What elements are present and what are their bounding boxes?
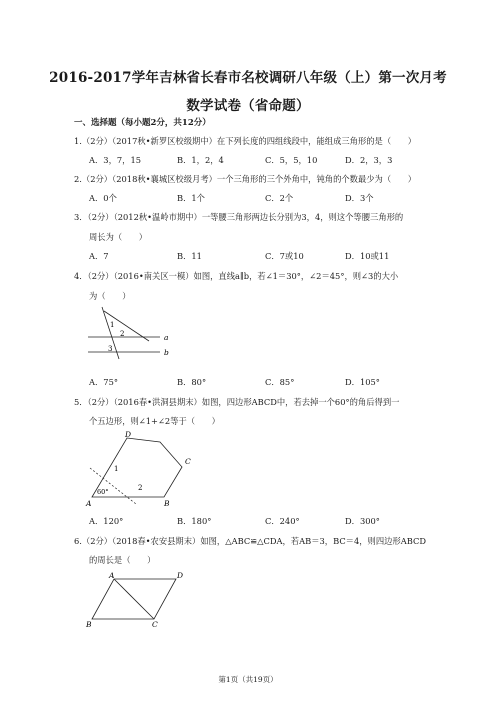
question-6-text-cont: 的周长是（ ） bbox=[89, 555, 156, 565]
question-4-figure bbox=[86, 303, 186, 365]
question-2-text: 2.（2分）（2018秋•襄城区校级月考）一个三角形的三个外角中，钝角的个数最少为（ ） bbox=[74, 174, 417, 184]
angle-2-label: 2 bbox=[120, 330, 125, 338]
question-5-option-a: A．120° bbox=[89, 516, 124, 526]
question-5-option-d: D．300° bbox=[345, 516, 380, 526]
page-footer: 第1页（共19页） bbox=[218, 675, 278, 684]
question-5-figure bbox=[84, 430, 196, 508]
question-3-option-b: B．11 bbox=[177, 251, 202, 261]
question-2-option-c: C．2个 bbox=[265, 193, 294, 203]
vertex-c-label: C bbox=[185, 457, 191, 466]
angle-60-label: 60° bbox=[97, 488, 109, 496]
vertex-a-label: A bbox=[86, 499, 92, 508]
vertex-b-label: B bbox=[86, 620, 92, 628]
question-1-option-d: D．2，3，3 bbox=[345, 155, 393, 165]
question-2-option-b: B．1个 bbox=[177, 193, 205, 203]
question-6-text: 6.（2分）（2018春•农安县期末）如图，△ABC≌△CDA，若AB＝3，BC＝4，则四边形ABCD bbox=[74, 536, 426, 546]
question-4-option-d: D．105° bbox=[345, 377, 380, 387]
question-3-option-d: D．10或11 bbox=[345, 251, 390, 261]
question-1-option-c: C．5，5，10 bbox=[265, 155, 318, 165]
question-4-option-a: A．75° bbox=[89, 377, 118, 387]
question-2-option-d: D．3个 bbox=[345, 193, 374, 203]
question-6-figure bbox=[84, 570, 194, 628]
document-title-line1: 2016-2017学年吉林省长春市名校调研八年级（上）第一次月考 bbox=[49, 70, 447, 86]
question-1-option-a: A．3，7，15 bbox=[89, 155, 141, 165]
angle-1-label: 1 bbox=[114, 465, 119, 473]
cut-line bbox=[90, 468, 136, 504]
section-heading: 一、选择题（每小题2分，共12分） bbox=[74, 118, 211, 128]
question-5-option-b: B．180° bbox=[177, 516, 212, 526]
question-3-option-a: A．7 bbox=[89, 251, 109, 261]
angle-1-label: 1 bbox=[110, 321, 115, 329]
question-5-option-c: C．240° bbox=[265, 516, 300, 526]
line-a-label: a bbox=[164, 333, 169, 342]
question-3-text-cont: 周长为（ ） bbox=[89, 232, 148, 242]
diagonal-ac bbox=[114, 579, 154, 619]
question-2-option-a: A．0个 bbox=[89, 193, 117, 203]
vertex-d-label: D bbox=[177, 571, 184, 580]
document-title-line2: 数学试卷（省命题） bbox=[186, 98, 310, 114]
question-3-option-c: C．7或10 bbox=[265, 251, 304, 261]
vertex-a-label: A bbox=[109, 571, 115, 580]
angle-3-label: 3 bbox=[108, 345, 113, 353]
vertex-b-label: B bbox=[164, 499, 170, 508]
question-4-option-b: B．80° bbox=[177, 377, 207, 387]
question-1-option-b: B．1，2，4 bbox=[177, 155, 224, 165]
question-4-text-cont: 为（ ） bbox=[89, 291, 131, 301]
question-3-text: 3．（2分）（2012秋•温岭市期中）一等腰三角形两边长分别为3，4，则这个等腰三角形的 bbox=[74, 212, 404, 222]
line-b-label: b bbox=[164, 348, 169, 357]
vertex-d-label: D bbox=[125, 430, 132, 439]
question-1-text: 1.（2分）（2017秋•新罗区校级期中）在下列长度的四组线段中，能组成三角形的是（ ） bbox=[74, 136, 417, 146]
question-5-text: 5．（2分）（2016春•洪洞县期末）如图，四边形ABCD中，若去掉一个60°的角后得到一 bbox=[74, 397, 400, 407]
question-5-text-cont: 个五边形，则∠1+∠2等于（ ） bbox=[89, 416, 220, 426]
angle-2-label: 2 bbox=[138, 484, 143, 492]
vertex-c-label: C bbox=[152, 620, 158, 628]
question-4-option-c: C．85° bbox=[265, 377, 295, 387]
question-4-text: 4．（2分）（2016•南关区一模）如图，直线a∥b，若∠1＝30°，∠2＝45°，则∠3的大小 bbox=[74, 271, 399, 281]
